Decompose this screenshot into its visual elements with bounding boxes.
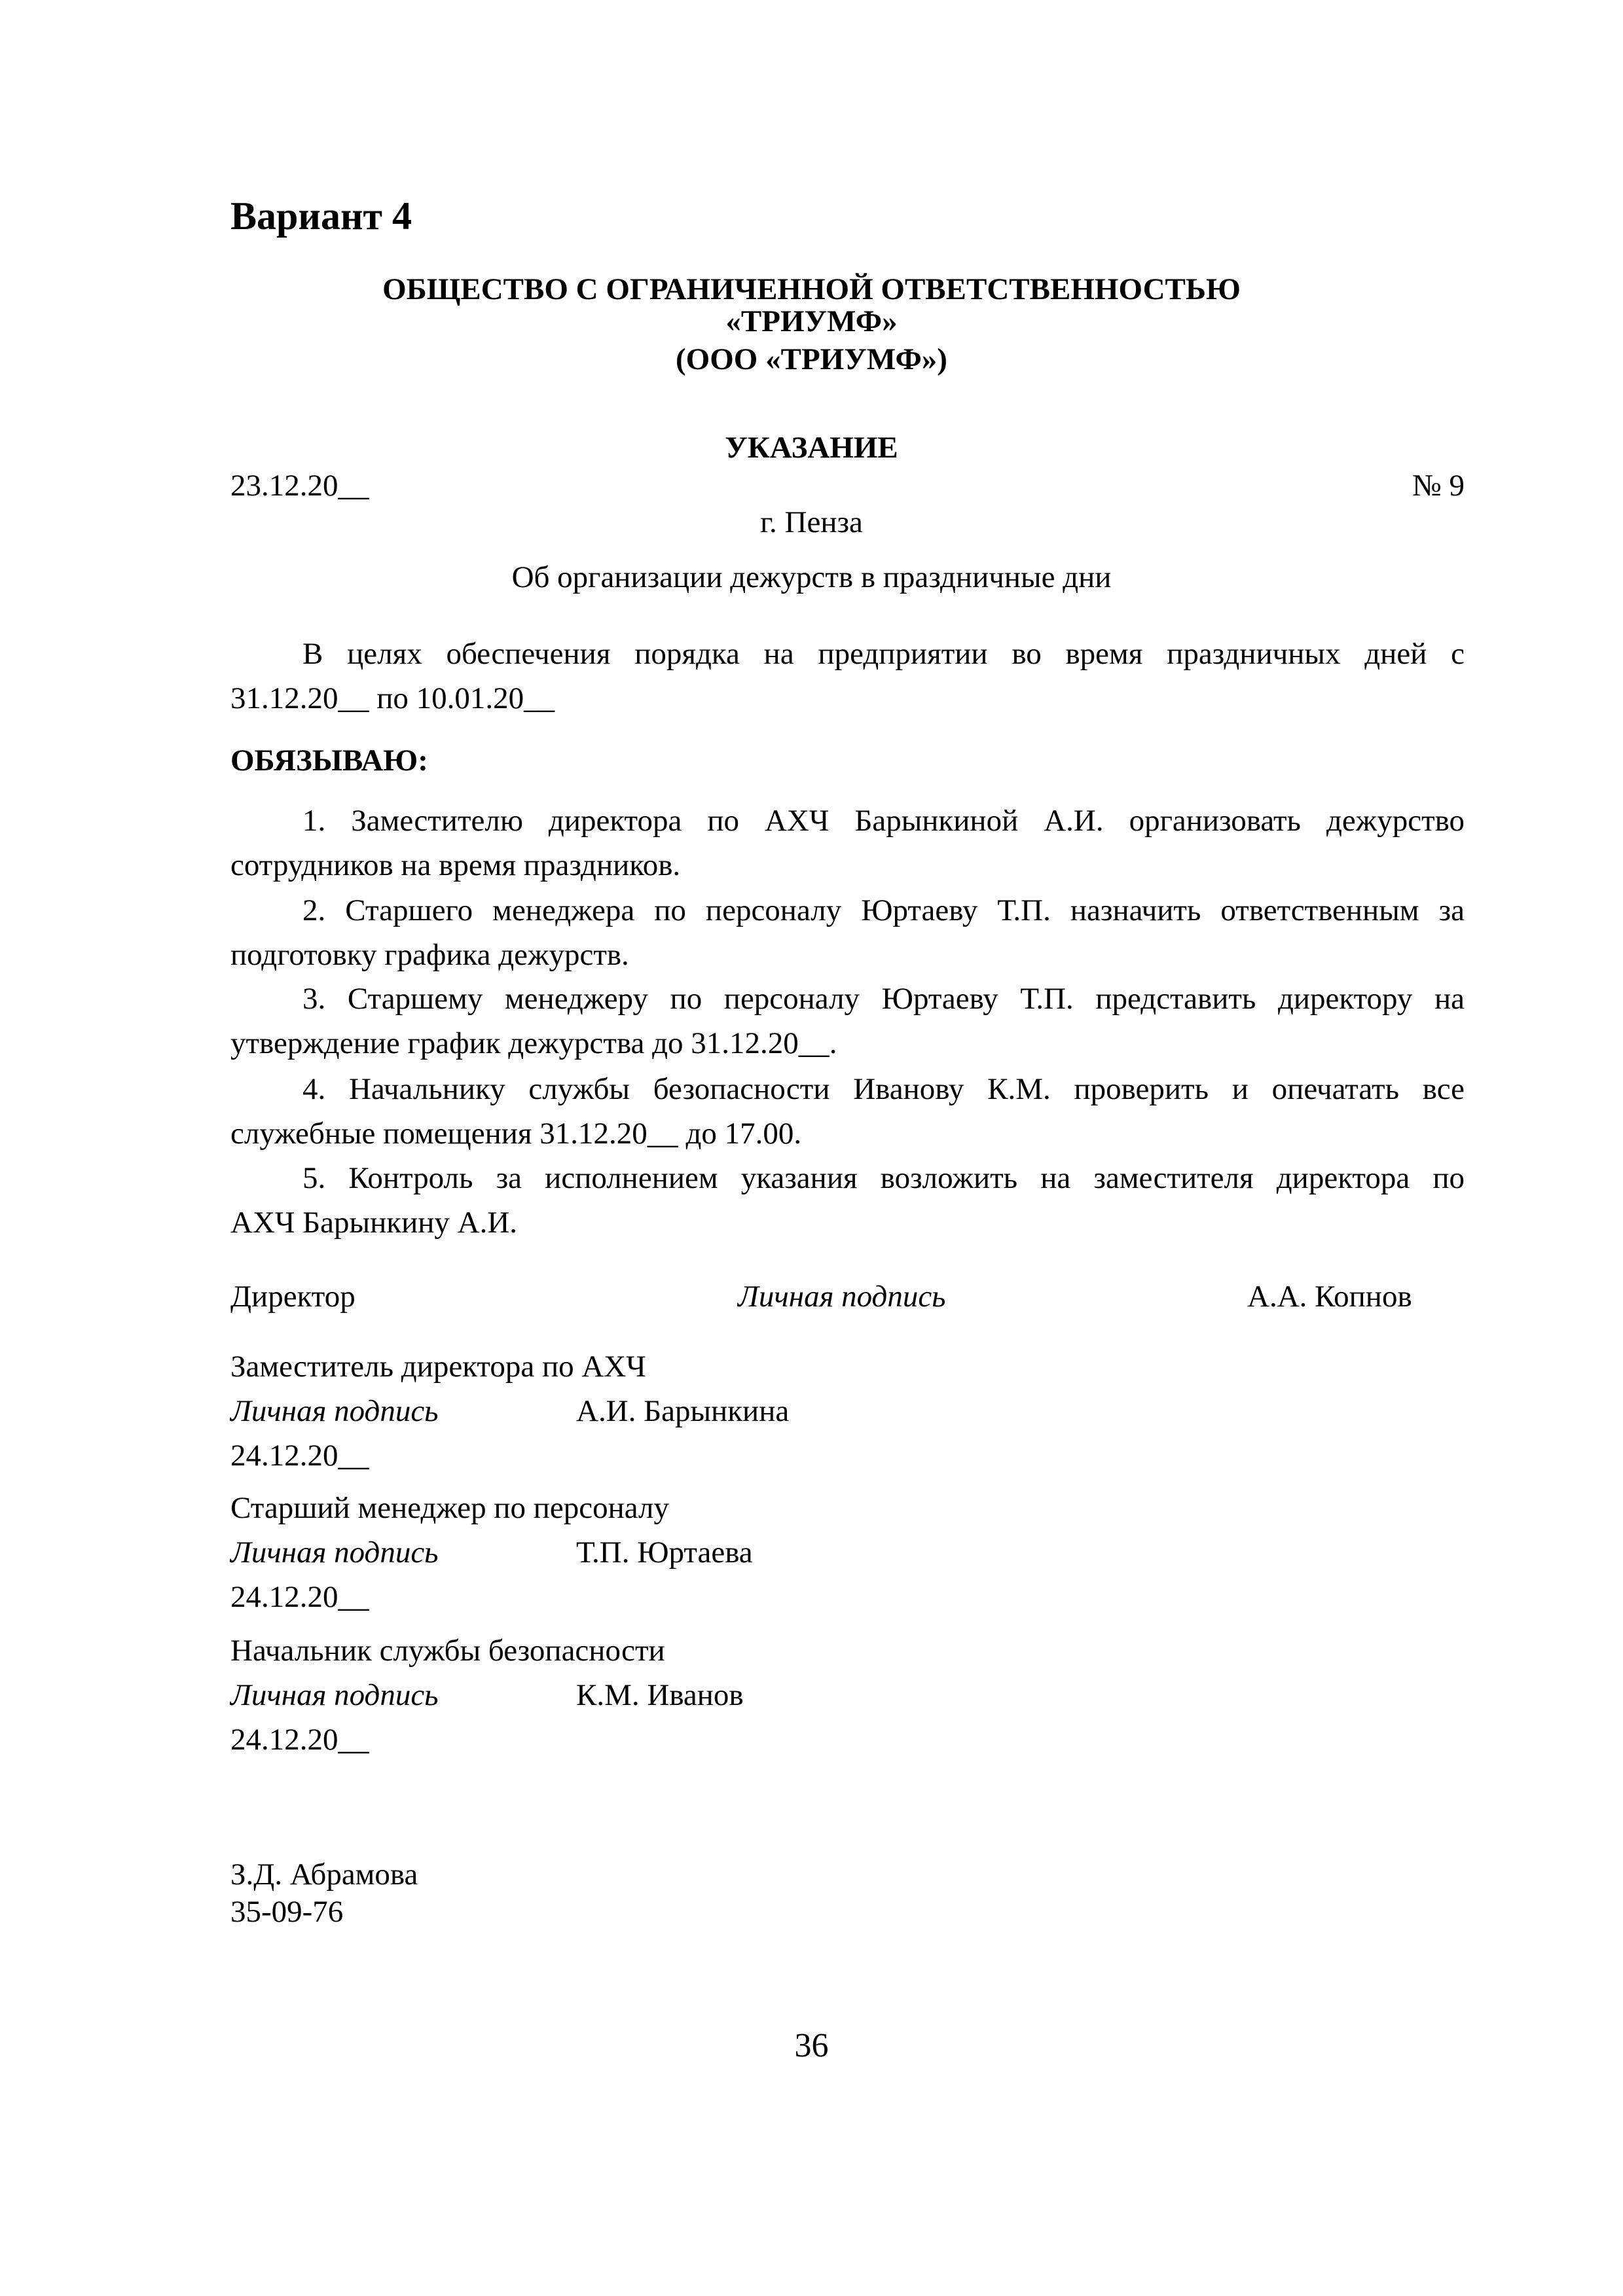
list-item-line-1: 3. Старшему менеджеру по персоналу Юртаеву Т.П. представить директору на	[302, 982, 1465, 1016]
visa-position: Старший менеджер по персоналу	[230, 1491, 669, 1525]
document-type: УКАЗАНИЕ	[725, 431, 898, 465]
document-date: 23.12.20__	[230, 469, 369, 503]
list-item	[230, 1156, 1465, 1245]
visa-name: К.М. Иванов	[576, 1678, 744, 1712]
list-item-line-2: АХЧ Барынкину А.И.	[230, 1206, 518, 1240]
list-item	[230, 1067, 1465, 1156]
visa-signature: Личная подпись	[230, 1535, 439, 1570]
visa-name: Т.П. Юртаева	[576, 1535, 753, 1570]
director-position: Директор	[230, 1280, 356, 1314]
visa-date: 24.12.20__	[230, 1439, 369, 1473]
document-number: № 9	[1412, 469, 1465, 503]
list-item	[230, 977, 1465, 1066]
organization-short-name: (ООО «ТРИУМФ»)	[676, 342, 947, 376]
executor-name: З.Д. Абрамова	[230, 1857, 418, 1892]
visa-position: Заместитель директора по АХЧ	[230, 1350, 646, 1384]
list-item-line-1: 2. Старшего менеджера по персоналу Юртаеву Т.П. назначить ответственным за	[302, 893, 1465, 927]
list-item-line-2: сотрудников на время праздников.	[230, 848, 681, 882]
director-name: А.А. Копнов	[1247, 1280, 1412, 1314]
preamble-line-2: 31.12.20__ по 10.01.20__	[230, 681, 555, 715]
preamble-line-1: В целях обеспечения порядка на предприятии во время праздничных дней с	[302, 637, 1465, 671]
document-subject: Об организации дежурств в праздничные дни	[511, 560, 1112, 594]
list-item-line-2: служебные помещения 31.12.20__ до 17.00.	[230, 1117, 802, 1151]
obligate-heading: ОБЯЗЫВАЮ:	[230, 744, 428, 778]
list-item-line-1: 1. Заместителю директора по АХЧ Барынкиной А.И. организовать дежурство	[302, 804, 1465, 838]
list-item-line-1: 4. Начальнику службы безопасности Иванову К.М. проверить и опечатать все	[302, 1072, 1465, 1106]
executor-phone: 35-09-76	[230, 1895, 344, 1929]
list-item-line-2: утверждение график дежурства до 31.12.20__.	[230, 1026, 837, 1060]
page-number: 36	[794, 2027, 829, 2064]
visa-date: 24.12.20__	[230, 1723, 369, 1757]
organization-quoted-name: «ТРИУМФ»	[725, 304, 898, 338]
list-item	[230, 798, 1465, 888]
visa-signature: Личная подпись	[230, 1678, 439, 1712]
visa-position: Начальник службы безопасности	[230, 1634, 665, 1668]
list-item-line-1: 5. Контроль за исполнением указания возложить на заместителя директора по	[302, 1161, 1465, 1195]
list-item-line-2: подготовку графика дежурств.	[230, 938, 629, 972]
visa-signature: Личная подпись	[230, 1394, 439, 1428]
organization-full-name: ОБЩЕСТВО С ОГРАНИЧЕННОЙ ОТВЕТСТВЕННОСТЬЮ	[382, 272, 1241, 306]
document-city: г. Пенза	[760, 505, 863, 539]
variant-heading: Вариант 4	[230, 194, 412, 238]
visa-name: А.И. Барынкина	[576, 1394, 790, 1428]
director-signature: Личная подпись	[738, 1280, 946, 1314]
preamble-paragraph	[230, 632, 1465, 721]
visa-date: 24.12.20__	[230, 1580, 369, 1614]
list-item	[230, 888, 1465, 977]
